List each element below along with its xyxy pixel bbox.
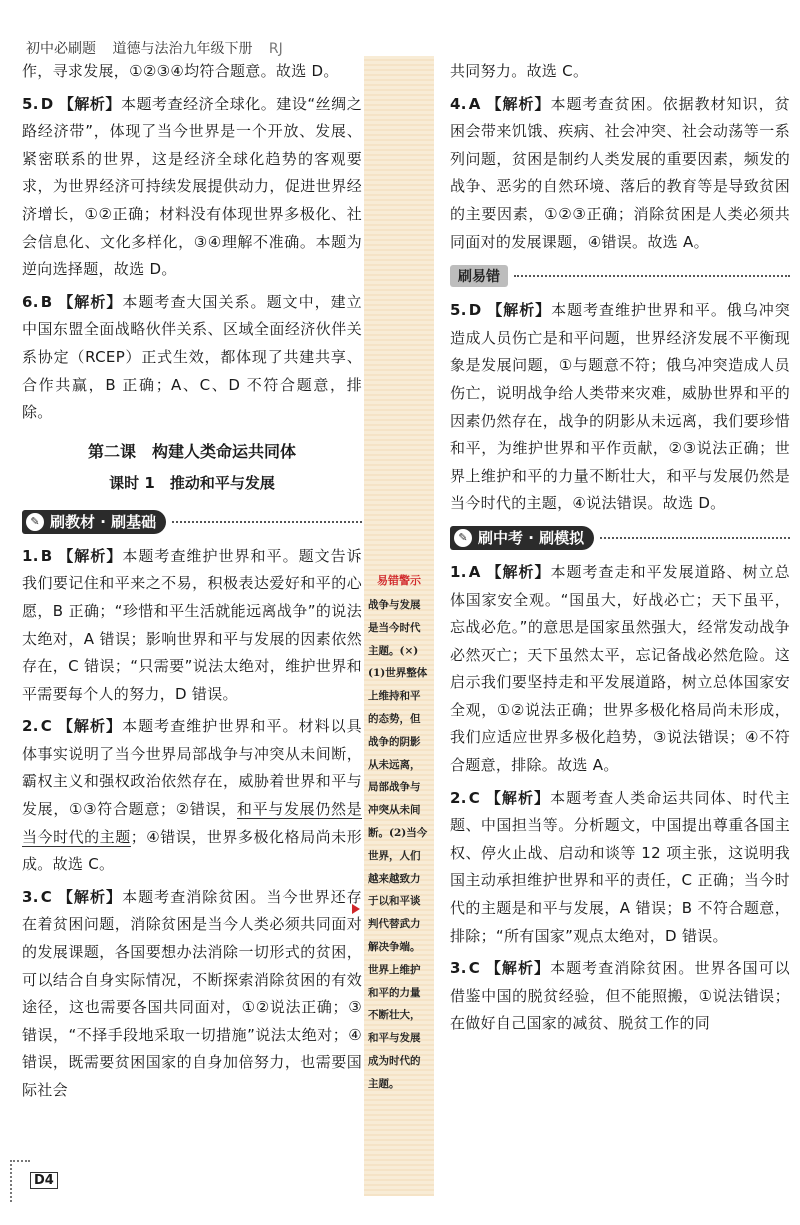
analysis-text: 本题考查大国关系。题文中，建立中国东盟全面战略伙伴关系、区域全面经济伙伴关系协定（RCEP）正式生效，都体现了共建共享、合作共赢，B 正确；A、C、D 不符合题意，排除。: [22, 292, 362, 422]
analysis-text: 本题考查消除贫困。世界各国可以借鉴中国的脱贫经验，但不能照搬，①说法错误；在做好自己国家的减贫、脱贫工作的同: [450, 959, 790, 1033]
period-title: 课时 1 推动和平与发展: [109, 473, 275, 492]
analysis-tag: 【解析】: [485, 959, 551, 978]
item-number: 6.: [22, 292, 39, 311]
item-answer: C: [468, 959, 481, 978]
item-number: 5.: [450, 301, 467, 320]
badge-label: 刷易错: [458, 269, 500, 286]
badge-pill: [22, 510, 166, 534]
section-badge: [450, 523, 790, 553]
book-icon: ✎: [26, 513, 44, 531]
dotted-rule: [172, 521, 362, 523]
answer-item: [22, 884, 362, 1105]
analysis-text: 本题考查维护世界和平。俄乌冲突造成人员伤亡是和平问题，世界经济发展不平衡现象是发展问题，①与题意不符；俄乌冲突造成人员伤亡，说明战争给人类带来灾难，威胁世界和平的因素仍然存在，战争的阴影从未远离，我们要珍惜和平，为维护世界和平作贡献，②③说法正确；世界上维护和平的力量不断壮大，和平与发展仍然是当今时代的主题，④说法错误。故选 D。: [450, 301, 790, 513]
item-number: 5.: [22, 94, 39, 113]
item-number: 1.: [22, 546, 39, 565]
lesson-title: 第二课 构建人类命运共同体: [87, 441, 296, 461]
pointer-arrow-icon: [352, 904, 360, 914]
badge-label: 刷中考 · 刷模拟: [478, 529, 585, 548]
header-book: 道德与法治九年级下册: [112, 41, 253, 57]
badge-pill: [450, 526, 594, 550]
analysis-tag: 【解析】: [57, 717, 123, 736]
left-intro: 作，寻求发展，①②③④均符合题意。故选 D。: [22, 62, 339, 80]
dotted-rule: [514, 275, 790, 277]
tip-title: 易错警示: [377, 574, 421, 587]
item-answer: D: [468, 301, 482, 320]
answer-item: [22, 713, 362, 879]
page-number: D4: [30, 1172, 58, 1189]
item-answer: C: [40, 887, 53, 906]
corner-decoration: [10, 1160, 30, 1202]
analysis-text: 本题考查维护世界和平。题文告诉我们要记住和平来之不易，积极表达爱好和平的心愿，B 正确；“珍惜和平生活就能远离战争”的说法太绝对，A 错误；影响世界和平与发展的因素依然存在，C 错误；“只需要”说法太绝对，维护世界和平需要每个人的努力，D 错误。: [22, 546, 362, 703]
left-column: [22, 58, 362, 1110]
book-icon: ✎: [454, 529, 472, 547]
analysis-tag: 【解析】: [487, 301, 552, 320]
item-number: 2.: [22, 717, 39, 736]
analysis-tag: 【解析】: [58, 94, 121, 113]
analysis-text: ；④错误，世界多极化格局尚未形成。故选 C。: [22, 827, 362, 874]
analysis-text: 本题考查人类命运共同体、时代主题、中国担当等。分析题文，中国提出尊重各国主权、停火止战、启动和谈等 12 项主张，这说明我国主动承担维护世界和平的责任，C 正确；当今时代的主题是和平与发展，A 错误；B 不符合题意，排除；“所有国家”观点太绝对，D 错误。: [450, 788, 790, 945]
analysis-text: 本题考查消除贫困。当今世界还存在着贫困问题，消除贫困是当今人类必须共同面对的发展课题，各国要想办法消除一切形式的贫困，可以结合自身实际情况，不断探索消除贫困的有效途径，这也需要各国共同面对，①②说法正确；③错误，“不择手段地采取一切措施”说法太绝对；④错误，既需要贫困国家的自身加倍努力，也需要国际社会: [22, 887, 362, 1099]
section-badge: [22, 507, 362, 537]
item-answer: C: [40, 717, 53, 736]
analysis-tag: 【解析】: [58, 292, 123, 311]
right-intro: 共同努力。故选 C。: [450, 62, 589, 80]
analysis-tag: 【解析】: [485, 788, 551, 807]
analysis-tag: 【解析】: [57, 887, 123, 906]
section-badge: [450, 261, 790, 291]
answer-item: [450, 91, 790, 257]
item-number: 3.: [22, 887, 39, 906]
answer-item: [450, 955, 790, 1038]
answer-item: [450, 785, 790, 951]
analysis-tag: 【解析】: [486, 94, 551, 113]
analysis-text: 本题考查贫困。依据教材知识，贫困会带来饥饿、疾病、社会冲突、社会动荡等一系列问题，贫困是制约人类发展的重要因素，频发的战争、恶劣的自然环境、落后的教育等是导致贫困的主要因素，①②③正确；消除贫困是人类必须共同面对的发展课题，④错误。故选 A。: [450, 94, 790, 251]
answer-item: [22, 289, 362, 427]
badge-pill: [450, 265, 508, 287]
badge-label: 刷教材 · 刷基础: [50, 513, 157, 532]
analysis-text: 本题考查走和平发展道路、树立总体国家安全观。“国虽大，好战必亡；天下虽平，忘战必危。”的意思是国家虽然强大，经常发动战争必然灭亡；天下虽然太平，忘记备战必然危险。这启示我们要坚持走和平发展道路，树立总体国家安全观，①②说法正确；世界多极化格局尚未形成，我们应适应世界多极化趋势，③说法错误；④不符合题意，排除。故选 A。: [450, 562, 790, 775]
dotted-rule: [600, 537, 790, 539]
analysis-tag: 【解析】: [58, 546, 123, 565]
header-series: 初中必刷题: [26, 41, 96, 57]
analysis-text: 本题考查维护世界和平。材料以具体事实说明了当今世界局部战争与冲突从未间断，霸权主义和强权政治依然存在，威胁着世界和平与发展，①③符合题意；②错误，: [22, 717, 362, 819]
item-number: 4.: [450, 94, 467, 113]
mistake-warning-box: [364, 572, 434, 1096]
item-answer: C: [468, 788, 481, 807]
item-number: 1.: [450, 562, 467, 581]
item-answer: B: [40, 546, 53, 565]
answer-item: [22, 543, 362, 709]
item-number: 3.: [450, 959, 467, 978]
analysis-text: 本题考查经济全球化。建设“丝绸之路经济带”，体现了当今世界是一个开放、发展、紧密联系的世界，这是经济全球化趋势的客观要求，为世界经济可持续发展提供动力，促进世界经济增长，①②正确；材料没有体现世界多极化、社会信息化、文化多样化，③④理解不准确。本题为逆向选择题，故选 D。: [22, 94, 363, 279]
answer-item: [450, 559, 790, 780]
item-answer: A: [468, 94, 481, 113]
item-answer: D: [40, 94, 54, 113]
underlined-text: 和平与发展仍然是当今时代的主题: [22, 800, 363, 846]
item-answer: B: [40, 292, 53, 311]
right-column: [450, 58, 790, 1043]
running-header: [26, 38, 295, 60]
tip-body: 战争与发展是当今时代主题。(×) (1)世界整体上维持和平的态势，但战争的阴影从未远离，局部战争与冲突从未间断。(2)当今世界，人们越来越致力于以和平谈判代替武力解决争端。世界上维护和平的力量不断壮大，和平与发展成为时代的主题。: [368, 599, 428, 1090]
item-number: 2.: [450, 788, 467, 807]
answer-item: [22, 91, 362, 284]
item-answer: A: [468, 562, 481, 581]
header-edition: RJ: [268, 41, 283, 57]
answer-item: [450, 297, 790, 518]
analysis-tag: 【解析】: [486, 562, 551, 581]
